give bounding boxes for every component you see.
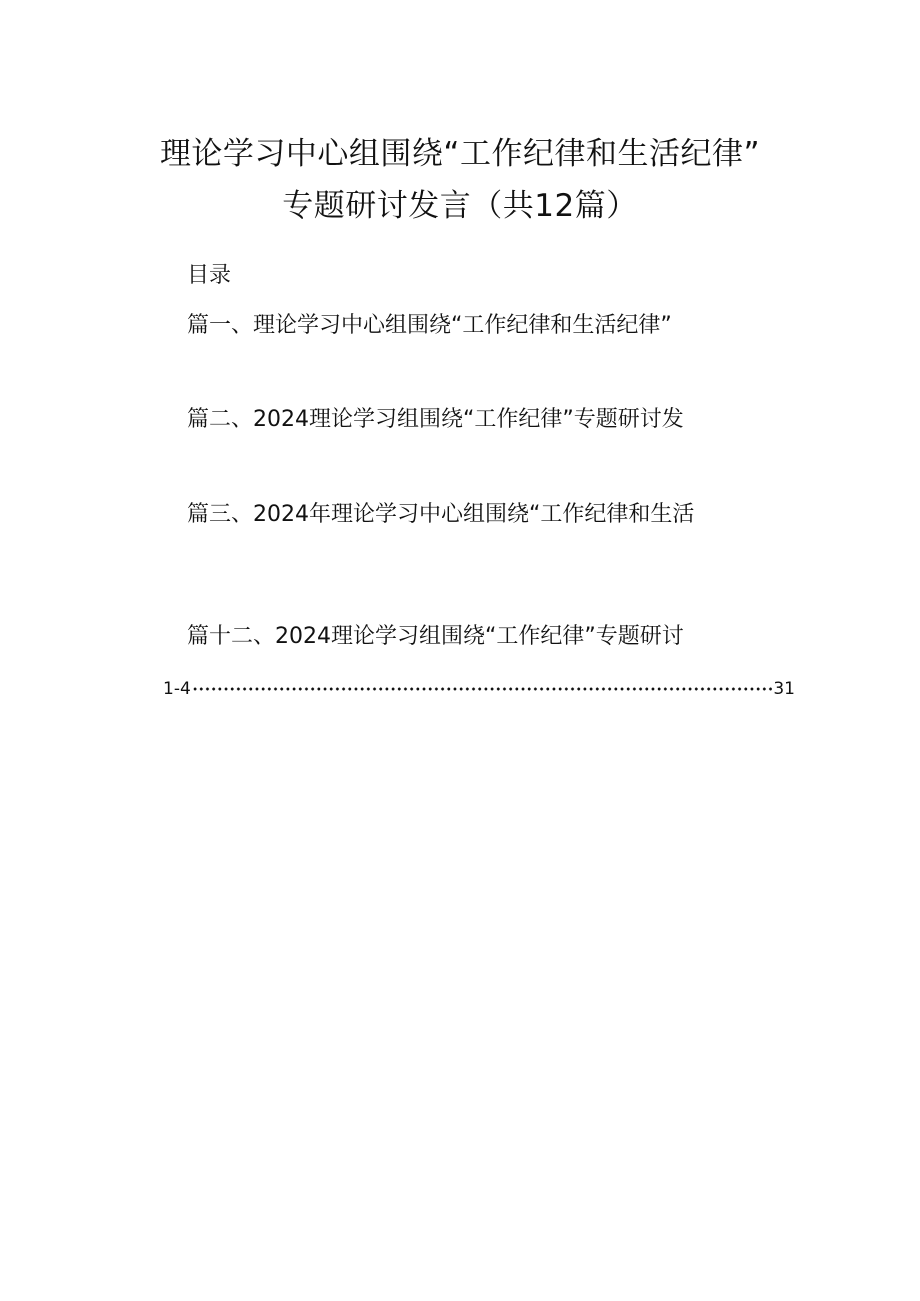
toc-entry-1[interactable]: 篇一、理论学习中心组围绕“工作纪律和生活纪律” (187, 313, 672, 338)
toc-entry-2[interactable]: 篇二、2024理论学习组围绕“工作纪律”专题研讨发 (187, 407, 684, 432)
document-title-line-2: 专题研讨发言（共12篇） (282, 188, 638, 224)
toc-entry-12[interactable]: 篇十二、2024理论学习组围绕“工作纪律”专题研讨 (187, 624, 684, 649)
toc-leader-row[interactable] (163, 677, 795, 701)
document-title-line-1: 理论学习中心组围绕“工作纪律和生活纪律” (159, 136, 761, 172)
toc-heading: 目录 (187, 263, 232, 288)
toc-page-number: 31 (773, 679, 795, 699)
toc-page-range: 1-4 (163, 679, 191, 699)
dot-leader (192, 677, 773, 701)
toc-entry-3[interactable]: 篇三、2024年理论学习中心组围绕“工作纪律和生活 (187, 502, 695, 527)
